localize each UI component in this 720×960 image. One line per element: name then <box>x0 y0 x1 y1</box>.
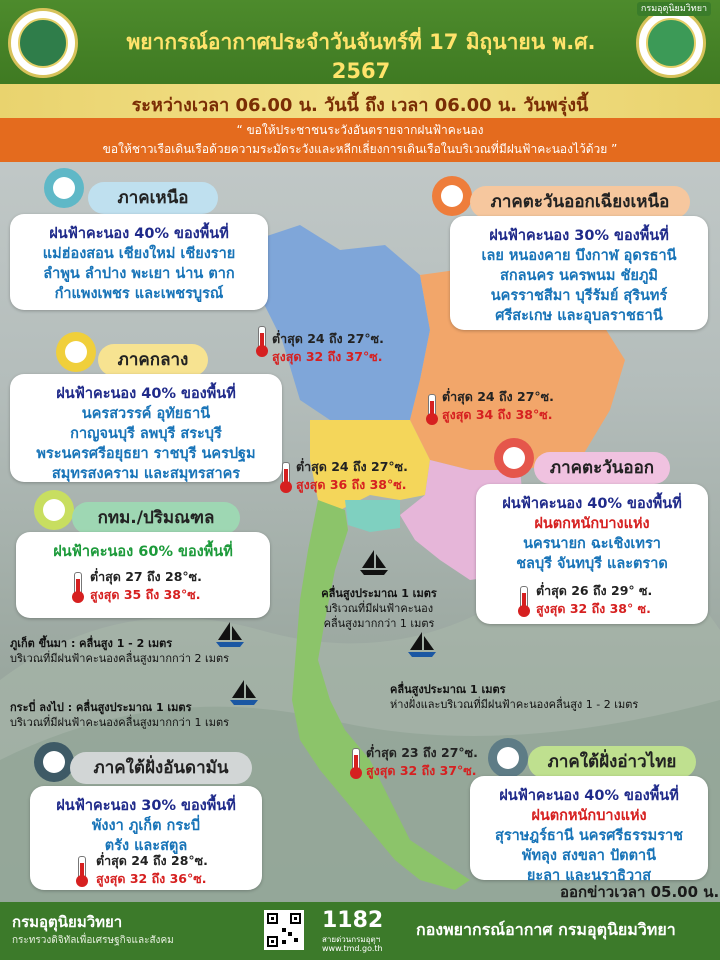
central-thermometer-icon <box>282 462 290 488</box>
footer-org: กรมอุตุนิยมวิทยา <box>12 913 123 931</box>
warning-line-1: “ ขอให้ประชาชนระวังอันตรายจากฝนฟ้าคะนอง <box>236 123 484 137</box>
east-pin-icon <box>494 438 534 478</box>
central-province-2: กาญจนบุรี ลพบุรี สระบุรี <box>70 426 222 442</box>
gulf-rain: ฝนฟ้าคะนอง 40% ของพื้นที่ <box>499 788 679 804</box>
central-pin-icon <box>56 332 96 372</box>
east-low: ต่ำสุด 26 ถึง 29° ซ. <box>536 583 653 598</box>
east-province-2: ชลบุรี จันทบุรี และตราด <box>516 556 668 572</box>
wave-andaman-upper-title: ภูเก็ต ขึ้นมา : คลื่นสูง 1 - 2 เมตร <box>10 637 173 650</box>
gulf-high: สูงสุด 32 ถึง 37°ซ. <box>366 763 477 778</box>
central-low: ต่ำสุด 24 ถึง 27°ซ. <box>296 459 408 474</box>
northeast-rain: ฝนฟ้าคะนอง 30% ของพื้นที่ <box>489 228 669 244</box>
gulf-temps <box>366 744 478 780</box>
east-tag: ภาคตะวันออก <box>534 452 670 484</box>
wave-andaman-lower-title: กระบี่ ลงไป : คลื่นสูงประมาณ 1 เมตร <box>10 701 192 714</box>
page-title: พยากรณ์อากาศประจำวันจันทร์ที่ 17 มิถุนายน พ.ศ. 2567 <box>126 30 596 83</box>
andaman-pin-icon <box>34 742 74 782</box>
central-province-4: สมุทรสงคราม และสมุทรสาคร <box>51 466 241 482</box>
footer-ministry: กระทรวงดิจิทัลเพื่อเศรษฐกิจและสังคม <box>12 935 174 946</box>
wave-gulf-upper-line3: คลื่นสูงมากกว่า 1 เมตร <box>323 617 435 630</box>
wave-gulf-upper-line2: บริเวณที่มีฝนฟ้าคะนอง <box>324 602 434 615</box>
bangkok-temps <box>90 568 202 604</box>
tmd-seal-label: กรมอุตุนิยมวิทยา <box>637 2 711 16</box>
wave-gulf-upper-title: คลื่นสูงประมาณ 1 เมตร <box>321 587 437 600</box>
central-card <box>10 374 282 482</box>
andaman-temps <box>96 852 208 888</box>
wave-andaman-upper-line2: บริเวณที่มีฝนฟ้าคะนองคลื่นสูงมากกว่า 2 เมตร <box>10 652 230 665</box>
wave-gulf-lower-title: คลื่นสูงประมาณ 1 เมตร <box>390 683 506 696</box>
northeast-province-2: สกลนคร นครพนม ชัยภูมิ <box>500 268 658 284</box>
central-tag: ภาคกลาง <box>98 344 208 376</box>
northeast-high: สูงสุด 34 ถึง 38°ซ. <box>442 407 553 422</box>
gulf-province-2: พัทลุง สงขลา ปัตตานี <box>521 848 657 864</box>
bangkok-low: ต่ำสุด 27 ถึง 28°ซ. <box>90 569 202 584</box>
central-rain: ฝนฟ้าคะนอง 40% ของพื้นที่ <box>56 386 236 402</box>
bangkok-thermometer-icon <box>74 572 82 598</box>
northeast-pin-icon <box>432 176 472 216</box>
north-tag: ภาคเหนือ <box>88 182 218 214</box>
east-rain: ฝนฟ้าคะนอง 40% ของพื้นที่ <box>502 496 682 512</box>
north-high: สูงสุด 32 ถึง 37°ซ. <box>272 349 383 364</box>
bangkok-tag: กทม./ปริมณฑล <box>72 502 240 534</box>
north-rain: ฝนฟ้าคะนอง 40% ของพื้นที่ <box>49 226 229 242</box>
gulf-province-1: สุราษฎร์ธานี นครศรีธรรมราช <box>495 828 683 844</box>
hotline-subtext: สายด่วนกรมอุตุฯ www.tmd.go.th <box>322 935 383 953</box>
bangkok-rain: ฝนฟ้าคะนอง 60% ของพื้นที่ <box>53 544 233 560</box>
bangkok-high: สูงสุด 35 ถึง 38°ซ. <box>90 587 201 602</box>
wave-note-gulf-upper <box>314 586 444 631</box>
forecast-period: ระหว่างเวลา 06.00 น. วันนี้ ถึง เวลา 06.00 น. วันพรุ่งนี้ <box>131 95 589 116</box>
boat-icon-gulf-upper <box>356 548 392 578</box>
gulf-pin-icon <box>488 738 528 778</box>
northeast-card <box>450 216 708 330</box>
northeast-low: ต่ำสุด 24 ถึง 27°ซ. <box>442 389 554 404</box>
central-high: สูงสุด 36 ถึง 38°ซ. <box>296 477 407 492</box>
boat-icon-andaman-lower <box>226 678 262 708</box>
north-card <box>10 214 268 310</box>
north-province-2: ลำพูน ลำปาง พะเยา น่าน ตาก <box>43 266 235 282</box>
east-temps <box>536 582 652 618</box>
northeast-temps <box>442 388 554 424</box>
footer-division: กองพยากรณ์อากาศ กรมอุตุนิยมวิทยา <box>416 920 676 939</box>
gulf-heavy-rain: ฝนตกหนักบางแห่ง <box>531 808 647 824</box>
map-region-bangkok <box>345 500 400 532</box>
north-low: ต่ำสุด 24 ถึง 27°ซ. <box>272 331 384 346</box>
northeast-province-4: ศรีสะเกษ และอุบลราชธานี <box>495 308 663 324</box>
wave-note-andaman-lower <box>10 700 229 730</box>
andaman-low: ต่ำสุด 24 ถึง 28°ซ. <box>96 853 208 868</box>
east-thermometer-icon <box>520 586 528 612</box>
north-province-1: แม่ฮ่องสอน เชียงใหม่ เชียงราย <box>42 246 236 262</box>
northeast-province-3: นครราชสีมา บุรีรัมย์ สุรินทร์ <box>490 288 668 304</box>
andaman-tag: ภาคใต้ฝั่งอันดามัน <box>70 752 252 784</box>
bangkok-pin-icon <box>34 490 74 530</box>
east-province-1: นครนายก ฉะเชิงเทรา <box>523 536 661 552</box>
wave-note-andaman-upper <box>10 636 229 666</box>
qr-code-icon[interactable] <box>264 910 304 950</box>
andaman-high: สูงสุด 32 ถึง 36°ซ. <box>96 871 207 886</box>
northeast-thermometer-icon <box>428 394 436 420</box>
north-thermometer-icon <box>258 326 266 352</box>
central-temps <box>296 458 408 494</box>
south-thermometer-icon <box>352 748 360 774</box>
wave-gulf-lower-line2: ห่างฝั่งและบริเวณที่มีฝนฟ้าคะนองคลื่นสูง 1 - 2 เมตร <box>390 698 639 711</box>
central-province-1: นครสวรรค์ อุทัยธานี <box>81 406 211 422</box>
north-temps <box>272 330 384 366</box>
central-province-3: พระนครศรีอยุธยา ราชบุรี นครปฐม <box>36 446 256 462</box>
andaman-province-1: พังงา ภูเก็ต กระบี่ <box>91 818 201 834</box>
issue-time: ออกข่าวเวลา 05.00 น. <box>560 883 720 901</box>
hotline-number: 1182 <box>322 908 384 933</box>
northeast-tag: ภาคตะวันออกเฉียงเหนือ <box>470 186 690 218</box>
wave-note-gulf-lower <box>390 682 638 712</box>
northeast-province-1: เลย หนองคาย บึงกาฬ อุดรธานี <box>481 248 677 264</box>
gulf-card <box>470 776 708 884</box>
andaman-rain: ฝนฟ้าคะนอง 30% ของพื้นที่ <box>56 798 236 814</box>
north-pin-icon <box>44 168 84 208</box>
warning-line-2: ขอให้ชาวเรือเดินเรือด้วยความระมัดระวังและหลีกเลี่ยงการเดินเรือในบริเวณที่มีฝนฟ้าคะนองไว้ด้วย ” <box>102 142 618 156</box>
andaman-thermometer-icon <box>78 856 86 882</box>
andaman-province-2: ตรัง และสตูล <box>104 838 188 854</box>
gulf-tag: ภาคใต้ฝั่งอ่าวไทย <box>528 746 696 778</box>
boat-icon-gulf-lower <box>404 630 440 660</box>
east-high: สูงสุด 32 ถึง 38° ซ. <box>536 601 651 616</box>
gulf-low: ต่ำสุด 23 ถึง 27°ซ. <box>366 745 478 760</box>
gulf-province-3: ยะลา และนราธิวาส <box>526 868 652 884</box>
north-province-3: กำแพงเพชร และเพชรบูรณ์ <box>54 286 224 302</box>
east-heavy-rain: ฝนตกหนักบางแห่ง <box>534 516 650 532</box>
wave-andaman-lower-line2: บริเวณที่มีฝนฟ้าคะนองคลื่นสูงมากกว่า 1 เมตร <box>10 716 230 729</box>
